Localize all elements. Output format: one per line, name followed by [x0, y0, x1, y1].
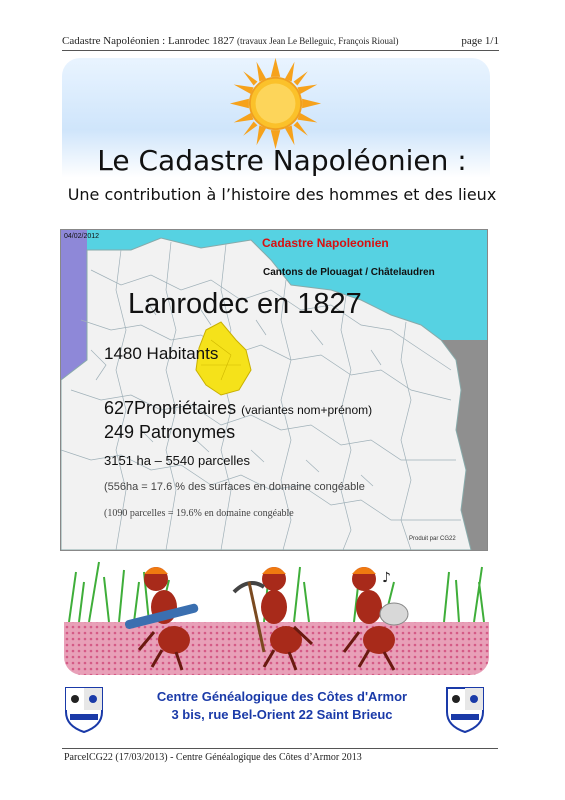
- footer-divider: [62, 748, 498, 749]
- map-surface: 3151 ha – 5540 parcelles: [104, 453, 251, 468]
- page-subtitle: Une contribution à l’histoire des hommes et des lieux: [67, 185, 497, 204]
- coat-of-arms-left-icon: [62, 684, 106, 734]
- header-title: [62, 35, 398, 47]
- map-graphic: [61, 230, 487, 550]
- coat-of-arms-right-icon: [443, 684, 487, 734]
- header-page-number: page 1/1: [461, 35, 499, 47]
- footer-text: ParcelCG22 (17/03/2013) - Centre Généalogique des Côtes d’Armor 2013: [64, 752, 362, 763]
- page-header: [62, 34, 499, 51]
- map-credit: Produit par CG22: [409, 536, 456, 542]
- organization-block: [62, 680, 502, 740]
- map-cantons: Cantons de Plouagat / Châtelaudren: [263, 267, 435, 278]
- ants-graphic: [64, 552, 489, 675]
- map-habitants: 1480 Habitants: [104, 344, 219, 363]
- map-congeable-ha: (556ha = 17.6 % des surfaces en domaine congéable: [104, 481, 365, 493]
- map-proprietaires-note: (variantes nom+prénom): [241, 403, 373, 417]
- organization-address: 3 bis, rue Bel-Orient 22 Saint Brieuc: [171, 707, 393, 722]
- ants-illustration: [64, 552, 489, 675]
- map-patronymes: 249 Patronymes: [104, 422, 236, 442]
- header-credits: (travaux Jean Le Belleguic, François Rioual): [237, 36, 399, 46]
- sun-icon: [228, 56, 323, 151]
- map-congeable-parcelles: (1090 parcelles = 19.6% en domaine congéable: [104, 508, 294, 519]
- organization-name: Centre Généalogique des Côtes d'Armor: [156, 689, 408, 704]
- page-title: Le Cadastre Napoléonien :: [97, 144, 467, 177]
- header-left-text: Cadastre Napoléonien : Lanrodec 1827: [62, 35, 235, 47]
- cadastre-map: [60, 229, 488, 551]
- map-date: 04/02/2012: [64, 233, 100, 240]
- map-title: Cadastre Napoleonien: [262, 236, 389, 250]
- map-proprietaires: [104, 398, 372, 419]
- svg-text:♪: ♪: [382, 570, 391, 586]
- map-commune-title: Lanrodec en 1827: [128, 288, 362, 320]
- map-proprietaires-count: 627Propriétaires: [104, 398, 237, 418]
